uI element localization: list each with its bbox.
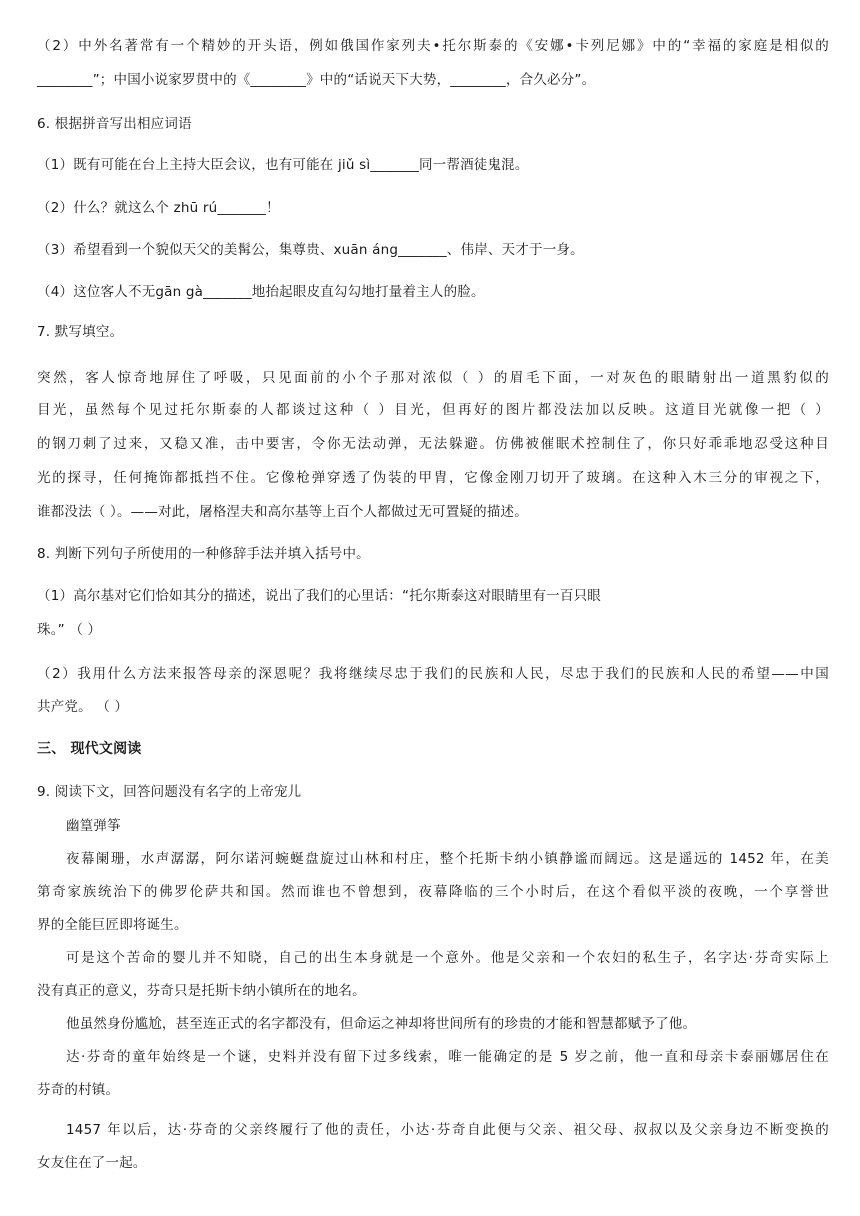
q6-title: 6. 根据拼音写出相应词语 <box>37 116 192 132</box>
q9-p2-line-1: 可是这个苦命的婴儿并不知晓，自己的出生本身就是一个意外。他是父亲和一个农妇的私生子，名字达·芬奇实际上 <box>66 950 829 966</box>
q9-p1-line-3: 界的全能巨匠即将诞生。 <box>37 917 188 933</box>
q5-2-line-1: （2）中外名著常有一个精妙的开头语，例如俄国作家列夫•托尔斯泰的《安娜•卡列尼娜》中的“幸福的家庭是相似的 <box>37 38 829 54</box>
section-3-heading: 三、 现代文阅读 <box>37 741 142 757</box>
q9-p2-line-2: 没有真正的意义，芬奇只是托斯卡纳小镇所在的地名。 <box>37 983 366 999</box>
q9-title: 9. 阅读下文，回答问题没有名字的上帝宠儿 <box>37 784 302 800</box>
q7-line-2: 目光，虽然每个见过托尔斯泰的人都谈过这种（ ）目光，但再好的图片都没法加以反映。这道目光就像一把（ ） <box>37 402 829 418</box>
q6-item-1: （1）既有可能在台上主持大臣会议，也有可能在 jiǔ sì_______同一帮酒徒鬼混。 <box>37 157 529 173</box>
q7-line-4: 光的探寻，任何掩饰都抵挡不住。它像枪弹穿透了伪装的甲胄，它像金刚刀切开了玻璃。在这种入木三分的审视之下， <box>37 470 829 486</box>
q6-item-4: （4）这位客人不无gān gà_______地抬起眼皮直勾勾地打量着主人的脸。 <box>37 284 485 300</box>
q7-line-1: 突然，客人惊奇地屏住了呼吸，只见面前的小个子那对浓似（ ）的眉毛下面，一对灰色的眼睛射出一道黑豹似的 <box>37 370 829 386</box>
q9-p5-line-2: 女友住在了一起。 <box>37 1155 147 1171</box>
q9-author: 幽篁弹筝 <box>66 818 121 834</box>
q7-title: 7. 默写填空。 <box>37 324 124 340</box>
q9-p1-line-2: 第奇家族统治下的佛罗伦萨共和国。然而谁也不曾想到，夜幕降临的三个小时后，在这个看似平淡的夜晚，一个享誉世 <box>37 884 829 900</box>
q9-p5-line-1: 1457 年以后，达·芬奇的父亲终履行了他的责任，小达·芬奇自此便与父亲、祖父母、叔叔以及父亲身边不断变换的 <box>66 1122 829 1138</box>
q7-line-5: 谁都没法（ ）。——对此，屠格涅夫和高尔基等上百个人都做过无可置疑的描述。 <box>37 504 528 520</box>
q6-item-3: （3）希望看到一个貌似天父的美髯公，集尊贵、xuān áng_______、伟岸、天才于一身。 <box>37 242 584 258</box>
q9-p4-line-1: 达·芬奇的童年始终是一个谜，史料并没有留下过多线索，唯一能确定的是 5 岁之前，他一直和母亲卡泰丽娜居住在 <box>66 1049 829 1065</box>
q8-item-1-line-1: （1）高尔基对它们恰如其分的描述，说出了我们的心里话：“托尔斯泰这对眼睛里有一百只眼 <box>37 588 601 604</box>
q7-line-3: 的钢刀刺了过来，又稳又准，击中要害，令你无法动弹，无法躲避。仿佛被催眠术控制住了，你只好乖乖地忍受这种目 <box>37 436 829 452</box>
q8-item-2-line-2: 共产党。 （ ） <box>37 699 129 715</box>
q8-item-2-line-1: （2）我用什么方法来报答母亲的深恩呢？我将继续尽忠于我们的民族和人民，尽忠于我们的民族和人民的希望——中国 <box>37 666 829 682</box>
q9-p3-line-1: 他虽然身份尴尬，甚至连正式的名字都没有，但命运之神却将世间所有的珍贵的才能和智慧都赋予了他。 <box>66 1016 697 1032</box>
q5-2-line-2: ________”；中国小说家罗贯中的《________》中的“话说天下大势，________，合久必分”。 <box>37 72 596 88</box>
q9-p4-line-2: 芬奇的村镇。 <box>37 1082 120 1098</box>
q6-item-2: （2）什么？就这么个 zhū rú_______！ <box>37 200 280 216</box>
q9-p1-line-1: 夜幕阑珊，水声潺潺，阿尔诺河蜿蜒盘旋过山林和村庄，整个托斯卡纳小镇静谧而阔远。这是遥远的 1452 年，在美 <box>66 851 829 867</box>
q8-title: 8. 判断下列句子所使用的一种修辞手法并填入括号中。 <box>37 546 370 562</box>
q8-item-1-line-2: 珠。” （ ） <box>37 622 102 638</box>
